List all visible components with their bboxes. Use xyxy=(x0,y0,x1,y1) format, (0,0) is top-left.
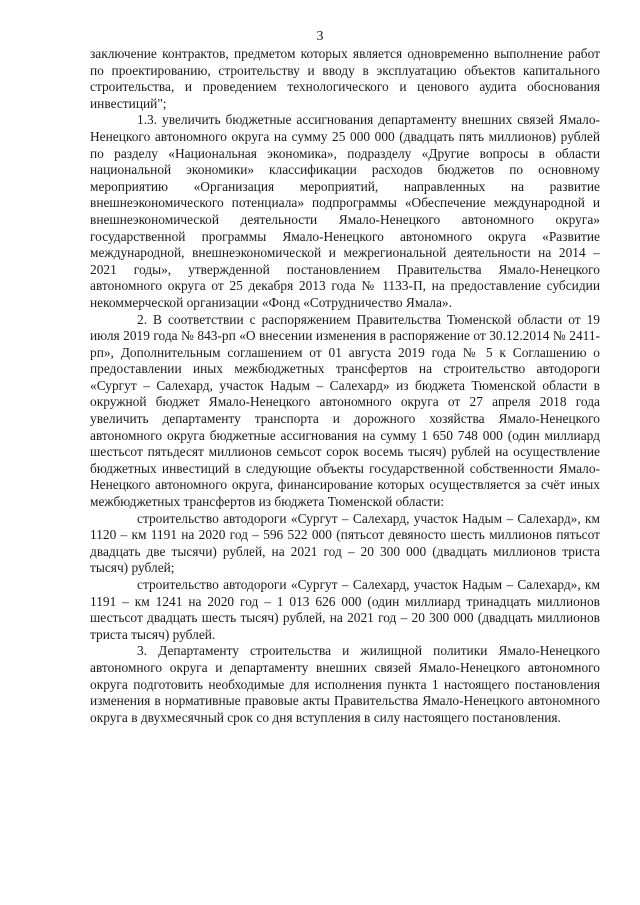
page-number: 3 xyxy=(316,29,324,44)
paragraph-2: 2. В соответствии с распоряжением Правительства Тюменской области от 19 июля 2019 года № 843-рп «О внесении изменения в распоряжение от 30.12.2014 № 2411-рп», Дополнительным соглашением от 01 августа 2019 года № 5 к Соглашению о предоставлении иных межбюджетных трансфертов на строительство автодороги «Сургут – Салехард, участок Надым – Салехард» из бюджета Тюменской области в окружной бюджет Ямало-Ненецкого автономного округа от 27 апреля 2018 года увеличить департаменту транспорта и дорожного хозяйства Ямало-Ненецкого автономного округа бюджетные ассигнования на сумму 1 650 748 000 (один миллиард шестьсот пятьдесят миллионов семьсот сорок восемь тысяч) рублей на осуществление бюджетных инвестиций в следующие объекты государственной собственности Ямало-Ненецкого автономного округа, финансирование которых осуществляется за счёт иных межбюджетных трансфертов из бюджета Тюменской области: xyxy=(90,311,600,510)
document-body xyxy=(90,46,600,726)
paragraph-road-segment-1: строительство автодороги «Сургут – Салехард, участок Надым – Салехард», км 1120 – км 1191 на 2020 год – 596 522 000 (пятьсот девяносто шесть миллионов пятьсот двадцать две тысячи) рублей, на 2021 год – 20 300 000 (двадцать миллионов триста тысяч) рублей; xyxy=(90,510,600,576)
paragraph-1-3: 1.3. увеличить бюджетные ассигнования департаменту внешних связей Ямало-Ненецкого автономного округа на сумму 25 000 000 (двадцать пять миллионов) рублей по разделу «Национальная экономика», подразделу «Другие вопросы в области национальной экономики» классификации расходов бюджетов по основному мероприятию «Организация мероприятий, направленных на развитие внешнеэкономического потенциала» подпрограммы «Обеспечение международной и внешнеэкономической деятельности Ямало-Ненецкого автономного округа» государственной программы Ямало-Ненецкого автономного округа «Развитие международной, внешнеэкономической и межрегиональной деятельности на 2014 – 2021 годы», утвержденной постановлением Правительства Ямало-Ненецкого автономного округа от 25 декабря 2013 года № 1133-П, на предоставление субсидии некоммерческой организации «Фонд «Сотрудничество Ямала». xyxy=(90,112,600,310)
paragraph-road-segment-2: строительство автодороги «Сургут – Салехард, участок Надым – Салехард», км 1191 – км 1241 на 2020 год – 1 013 626 000 (один миллиард тринадцать миллионов шестьсот двадцать шесть тысяч) рублей, на 2021 год – 20 300 000 (двадцать миллионов триста тысяч) рублей. xyxy=(90,577,600,642)
paragraph-3: 3. Департаменту строительства и жилищной политики Ямало-Ненецкого автономного округа и департаменту внешних связей Ямало-Ненецкого автономного округа подготовить необходимые для исполнения пункта 1 настоящего постановления изменения в нормативные правовые акты Правительства Ямало-Ненецкого автономного округа в двухмесячный срок со дня вступления в силу настоящего постановления. xyxy=(90,643,600,725)
paragraph-continuation: заключение контрактов, предметом которых является одновременно выполнение работ по проектированию, строительству и вводу в эксплуатацию объектов капитального строительства, и проведением технологического и ценового аудита обоснования инвестиций"; xyxy=(90,46,600,111)
